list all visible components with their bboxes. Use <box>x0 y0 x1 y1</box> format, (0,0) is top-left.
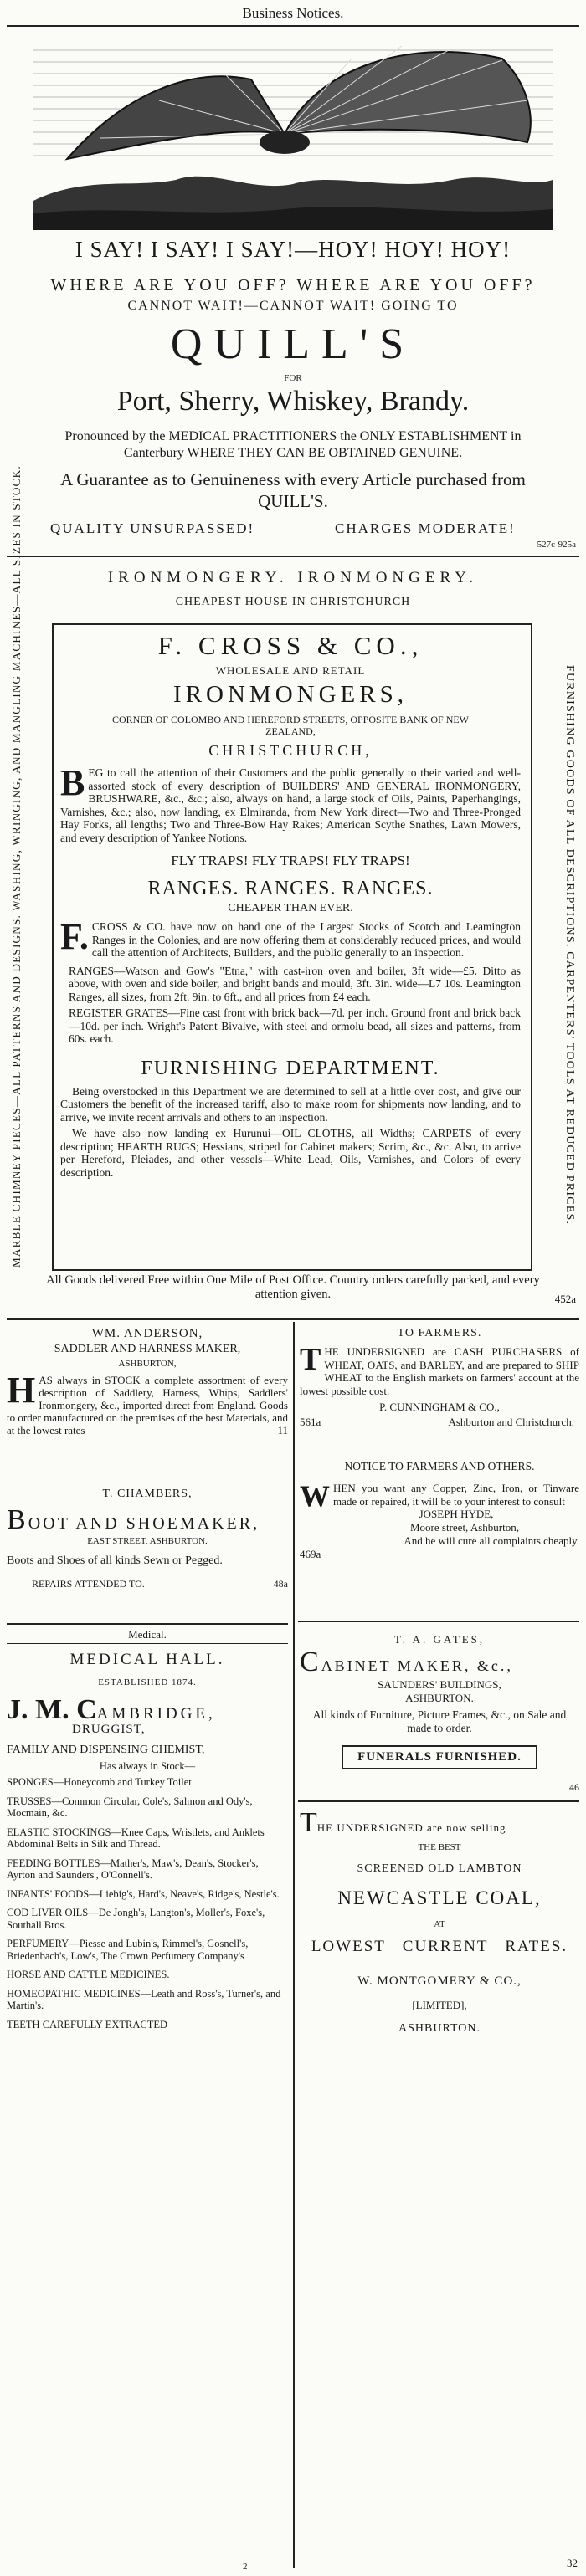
chambers-address: EAST STREET, ASHBURTON. <box>87 1536 208 1546</box>
hyde-dropcap: W <box>300 1479 330 1513</box>
gates-buildings: SAUNDERS' BUILDINGS, <box>378 1678 501 1691</box>
cross-cheaper: CHEAPER THAN EVER. <box>228 902 353 914</box>
coal-firm: W. MONTGOMERY & CO., <box>357 1974 522 1988</box>
quill-where-line: WHERE ARE YOU OFF? WHERE ARE YOU OFF? <box>50 276 536 294</box>
medical-item: HORSE AND CATTLE MEDICINES. <box>7 1969 170 1980</box>
coal-screened: SCREENED OLD LAMBTON <box>357 1862 522 1875</box>
gates-body: All kinds of Furniture, Picture Frames, &c., on Sale and made to order. <box>312 1708 567 1734</box>
coal-dropcap: T <box>300 1807 317 1838</box>
page-header: Business Notices. <box>242 5 344 21</box>
hyde-title: NOTICE TO FARMERS AND OTHERS. <box>344 1460 535 1472</box>
quill-guarantee: A Guarantee as to Genuineness with every Article purchased from QUILL'S. <box>60 469 526 511</box>
gates-ref: 46 <box>569 1781 579 1793</box>
quill-drinks: Port, Sherry, Whiskey, Brandy. <box>116 386 470 417</box>
medical-item: TEETH CAREFULLY EXTRACTED <box>7 2018 168 2031</box>
anderson-ad <box>7 1327 288 1437</box>
chambers-rule <box>7 1623 288 1625</box>
coal-ref: 32 <box>567 2557 578 2569</box>
chambers-body: Boots and Shoes of all kinds Sewn or Pegged. <box>7 1554 223 1567</box>
medical-item: COD LIVER OILS—De Jongh's, Langton's, Moller's, Foxe's, Southall Bros. <box>7 1907 265 1931</box>
cross-bottom-rule <box>7 1318 579 1320</box>
anderson-ref: 11 <box>277 1424 288 1437</box>
hyde-ad <box>300 1459 579 1561</box>
gates-ad <box>300 1633 579 1794</box>
coal-ad <box>300 1807 579 2036</box>
farmers-places: Ashburton and Christchurch. <box>448 1416 574 1428</box>
hyde-rule <box>298 1621 579 1622</box>
cross-para2 <box>60 916 521 960</box>
cross-para2-dropcap: F. <box>60 916 89 957</box>
medical-item: TRUSSES—Common Circular, Cole's, Salmon and Ody's, Mocmain, &c. <box>7 1795 253 1819</box>
cross-para6: We have also now landing ex Hurunui—OIL CLOTHS, all Widths; CARPETS of every description; HEARTH RUGS; Hessians, striped for Cabinet makers; Scrim, &c., &c. Also, to arrive per Hereford, Pleiades, and other vessels—White Lead, Oils, Varnishes, and Colors of every description. <box>60 1127 521 1179</box>
cross-para3: RANGES—Watson and Gow's "Etna," with cast-iron oven and boiler, 3ft wide—£5. Ditto as above, with oven and side boiler, and bright bands and mould, 3ft. 3in. wide—L7 10s. Leamington Ranges, all sizes, from 2ft. 9in. to 6ft., and all prices from £4 each. <box>69 964 521 1003</box>
chambers-dropcap: B <box>7 1504 28 1535</box>
chambers-repairs-row <box>7 1578 288 1590</box>
medical-proprietor <box>7 1694 288 1726</box>
chambers-repairs: REPAIRS ATTENDED TO. <box>32 1578 145 1590</box>
hyde-street: Moore street, Ashburton, <box>410 1521 519 1534</box>
anderson-dropcap: H <box>7 1370 36 1411</box>
cross-para5: Being overstocked in this Department we are determined to sell at a little over cost, and give our Customers the benefit of the increased tariff, also to make room for shipments now landing, and to arrive, we invite recent arrivals and others to an inspection. <box>60 1084 521 1124</box>
cross-name: F. CROSS & CO., <box>157 631 424 660</box>
cross-wholesale: WHOLESALE AND RETAIL <box>215 664 366 677</box>
medical-item: HOMEOPATHIC MEDICINES—Leath and Ross's, Turner's, and Martin's. <box>7 1987 281 2011</box>
farmers-body-text: HE UNDERSIGNED are CASH PURCHASERS of WHEAT, OATS, and BARLEY, and are prepared to SHIP WHEAT to the English markets on farmers' account at the lowest possible cost. <box>300 1345 579 1397</box>
farmers-ad <box>300 1327 579 1429</box>
hyde-ref: 469a <box>300 1548 321 1560</box>
coal-the-best: THE BEST <box>418 1842 461 1852</box>
hyde-promise: And he will cure all complaints cheaply. <box>404 1534 579 1547</box>
coal-intro: HE UNDERSIGNED are now selling <box>316 1821 506 1834</box>
medical-established: ESTABLISHED 1874. <box>98 1677 197 1687</box>
cross-fly-traps: FLY TRAPS! FLY TRAPS! FLY TRAPS! <box>171 853 410 868</box>
medical-family: FAMILY AND DISPENSING CHEMIST, <box>7 1744 205 1756</box>
farmers-places-row <box>300 1416 579 1429</box>
coal-lowest: LOWEST CURRENT RATES. <box>311 1938 568 1955</box>
anderson-name: WM. ANDERSON, <box>91 1327 203 1340</box>
coal-intro-row <box>300 1807 579 1839</box>
medical-section-rule <box>7 1643 288 1644</box>
cross-ironmongers: IRONMONGERS, <box>173 681 408 708</box>
medical-druggist: DRUGGIST, <box>72 1723 146 1736</box>
cross-top-line: IRONMONGERY. IRONMONGERY. <box>107 569 479 586</box>
coal-newcastle: NEWCASTLE COAL, <box>337 1887 542 1908</box>
gates-rule <box>298 1800 579 1802</box>
anderson-trade: SADDLER AND HARNESS MAKER, <box>54 1343 241 1355</box>
coal-limited: [LIMITED], <box>412 1999 467 2011</box>
column-divider <box>293 1322 295 2568</box>
quill-hoy-line: I SAY! I SAY! I SAY!—HOY! HOY! HOY! <box>75 237 511 262</box>
chambers-ref: 48a <box>273 1578 288 1590</box>
medical-item: INFANTS' FOODS—Liebig's, Hard's, Neave's, Ridge's, Nestle's. <box>7 1887 280 1900</box>
medical-hall: MEDICAL HALL. <box>69 1651 225 1668</box>
medical-name-rest: AMBRIDGE, <box>96 1705 216 1723</box>
medical-item: PERFUMERY—Piesse and Lubin's, Rimmel's, Gosnell's, Briedenbach's, Low's, The Crown Perfumery Company's <box>7 1938 249 1962</box>
cross-cheapest: CHEAPEST HOUSE IN CHRISTCHURCH <box>175 596 411 608</box>
coal-town: ASHBURTON. <box>398 2022 481 2035</box>
anderson-town: ASHBURTON, <box>118 1359 177 1369</box>
gates-funerals: FUNERALS FURNISHED. <box>342 1745 537 1769</box>
quill-ref: 527c-925a <box>537 540 576 550</box>
page-mark: 2 <box>243 2562 248 2572</box>
gates-trade: ABINET MAKER, &c., <box>321 1657 513 1674</box>
chambers-name: T. CHAMBERS, <box>102 1488 193 1500</box>
hyde-name: JOSEPH HYDE, <box>419 1508 494 1520</box>
quill-name: QUILL'S <box>170 320 416 368</box>
flying-machine-icon <box>33 33 553 230</box>
cross-para1-text: EG to call the attention of their Customers and the public generally to their varied and well-assorted stock of every description of BUILDERS' AND GENERAL IRONMONGERY, BRUSHWARE, &c., &c.; also, always on hand, a large stock of Oils, Paints, Paperhangings, Varnishes, &c.; also, now landing, ex Elmiranda, from New York direct—Two and Three-Pronged Hay Forks, all lengths; Two and Three-Bow Hay Rakes; American Scythe Snathes, Lawn Mowers, and every description of Yankee Notions. <box>60 766 521 844</box>
medical-items <box>7 1776 288 2031</box>
farmers-dropcap: T <box>300 1342 321 1377</box>
cross-ref: 452a <box>554 1293 576 1305</box>
gates-dropcap: C <box>300 1646 321 1677</box>
cross-para2-text: CROSS & CO. have now on hand one of the Largest Stocks of Scotch and Leamington Ranges in the Colonies, and are now offering them at considerably reduced prices, and would call the attention of Architects, Builders, and the public generally to an inspection. <box>91 920 521 959</box>
farmers-title: TO FARMERS. <box>397 1327 482 1339</box>
anderson-body-text: AS always in STOCK a complete assortment of every description of Saddlery, Harness, Whips, Saddlers' Ironmongery, &c., imported direct from England. Goods to order manufactured on the premises of the best Materials, and at the lowest rates <box>7 1374 288 1437</box>
cross-ad-content <box>60 629 521 1179</box>
farmers-ref: 561a <box>300 1416 321 1428</box>
cross-furnishing: FURNISHING DEPARTMENT. <box>141 1057 440 1079</box>
medical-name-initials: J. M. C <box>7 1694 97 1725</box>
anderson-body <box>7 1370 288 1437</box>
medical-item: SPONGES—Honeycomb and Turkey Toilet <box>7 1776 192 1788</box>
hyde-body <box>300 1479 579 1513</box>
cross-ranges: RANGES. RANGES. RANGES. <box>147 878 434 899</box>
coal-at: AT <box>434 1919 445 1929</box>
quill-bottom-rule <box>7 556 579 557</box>
quill-quality: QUALITY UNSURPASSED! <box>50 520 255 536</box>
cross-para1 <box>60 762 521 844</box>
cross-right-vertical: FURNISHING GOODS OF ALL DESCRIPTIONS. CARPENTERS' TOOLS AT REDUCED PRICES. <box>563 665 576 1226</box>
farmers-firm: P. CUNNINGHAM & CO., <box>379 1401 500 1413</box>
hyde-body-text: HEN you want any Copper, Zinc, Iron, or Tinware made or repaired, it will be to your interest to consult <box>333 1482 579 1508</box>
medical-ad <box>7 1628 288 2031</box>
cross-city: CHRISTCHURCH, <box>208 742 373 759</box>
quill-pronounced: Pronounced by the MEDICAL PRACTITIONERS the ONLY ESTABLISHMENT in Canterbury WHERE THEY CAN BE OBTAINED GENUINE. <box>64 429 522 460</box>
farmers-body <box>300 1342 579 1397</box>
medical-section: Medical. <box>128 1628 167 1641</box>
cross-delivered: All Goods delivered Free within One Mile of Post Office. Country orders carefully packed, and every attention given. <box>46 1273 540 1301</box>
flying-machine-illustration <box>33 33 553 230</box>
gates-name: T. A. GATES, <box>393 1633 486 1646</box>
cross-corner: CORNER OF COLOMBO AND HEREFORD STREETS, OPPOSITE BANK OF NEW ZEALAND, <box>111 714 470 737</box>
chambers-trade: OOT AND SHOEMAKER, <box>28 1514 260 1533</box>
header-rule <box>7 25 579 27</box>
quill-charges: CHARGES MODERATE! <box>335 520 516 536</box>
chambers-ad <box>7 1488 288 1590</box>
gates-town: ASHBURTON. <box>405 1692 474 1704</box>
cross-left-vertical: MARBLE CHIMNEY PIECES—ALL PATTERNS AND DESIGNS. WASHING, WRINGING, AND MANGLING MACHINES—ALL SIZES IN STOCK. <box>10 465 23 1268</box>
quill-cannot-line: CANNOT WAIT!—CANNOT WAIT! GOING TO <box>127 299 459 313</box>
cross-para4: REGISTER GRATES—Fine cast front with brick back—7d. per inch. Ground front and brick back—10d. per inch. Wright's Patent Bivalve, with steel and ormolu bead, all sizes and patterns, from 60s. each. <box>69 1006 521 1045</box>
quill-for: FOR <box>284 373 302 383</box>
cross-para1-dropcap: B <box>60 762 85 803</box>
medical-item: FEEDING BOTTLES—Mather's, Maw's, Dean's, Stocker's, Ayrton and Saunders', O'Connell's. <box>7 1856 259 1881</box>
medical-has: Has always in Stock— <box>99 1760 196 1772</box>
medical-item: ELASTIC STOCKINGS—Knee Caps, Wristlets, and Anklets Abdominal Belts in Silk and Thread. <box>7 1826 265 1850</box>
